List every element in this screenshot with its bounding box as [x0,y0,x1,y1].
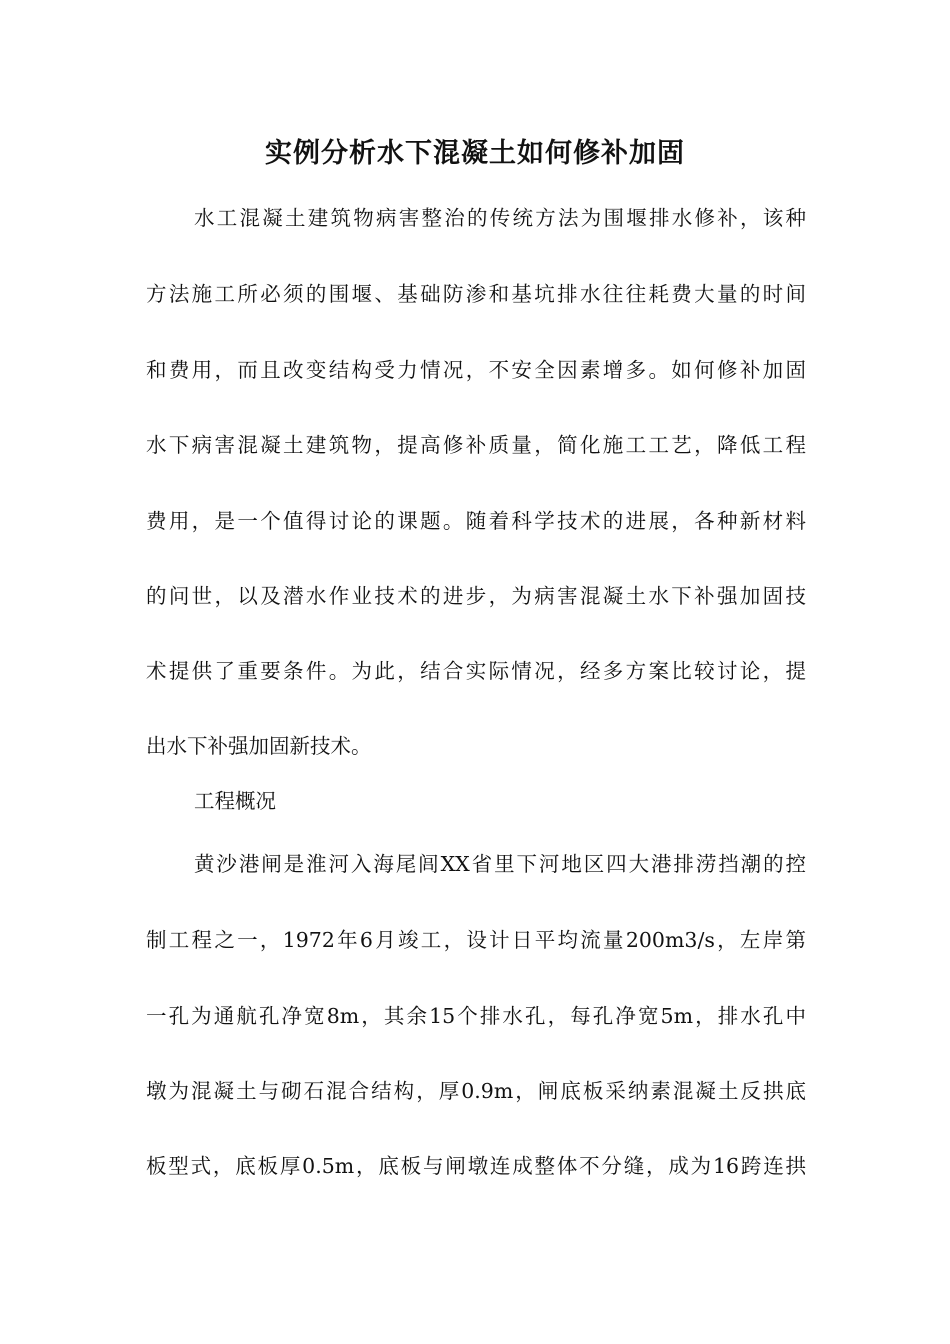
paragraph-1-line-8: 出水下补强加固新技术。 [146,734,372,758]
paragraph-1-line-4: 水下病害混凝土建筑物，提高修补质量，简化施工工艺，降低工程 [146,433,806,457]
paragraph-1-line-7: 术提供了重要条件。为此，结合实际情况，经多方案比较讨论，提 [146,659,806,683]
paragraph-1-line-1: 水工混凝土建筑物病害整治的传统方法为围堰排水修补，该种 [194,206,806,230]
paragraph-2-line-3: 一孔为通航孔净宽8m，其余15个排水孔，每孔净宽5m，排水孔中 [146,1004,806,1028]
section-heading: 工程概况 [194,789,276,813]
paragraph-2-line-1: 黄沙港闸是淮河入海尾闾XX省里下河地区四大港排涝挡潮的控 [194,852,806,876]
paragraph-2-line-2: 制工程之一，1972年6月竣工，设计日平均流量200m3/s，左岸第 [146,928,806,952]
paragraph-2-line-5: 板型式，底板厚0.5m，底板与闸墩连成整体不分缝，成为16跨连拱 [146,1154,806,1178]
paragraph-1-line-6: 的问世，以及潜水作业技术的进步，为病害混凝土水下补强加固技 [146,584,806,608]
paragraph-1-line-2: 方法施工所必须的围堰、基础防渗和基坑排水往往耗费大量的时间 [146,282,806,306]
paragraph-2-line-4: 墩为混凝土与砌石混合结构，厚0.9m，闸底板采纳素混凝土反拱底 [146,1079,806,1103]
document-title: 实例分析水下混凝土如何修补加固 [265,138,685,169]
paragraph-1-line-5: 费用，是一个值得讨论的课题。随着科学技术的进展，各种新材料 [146,509,806,533]
paragraph-1-line-3: 和费用，而且改变结构受力情况，不安全因素增多。如何修补加固 [146,358,806,382]
